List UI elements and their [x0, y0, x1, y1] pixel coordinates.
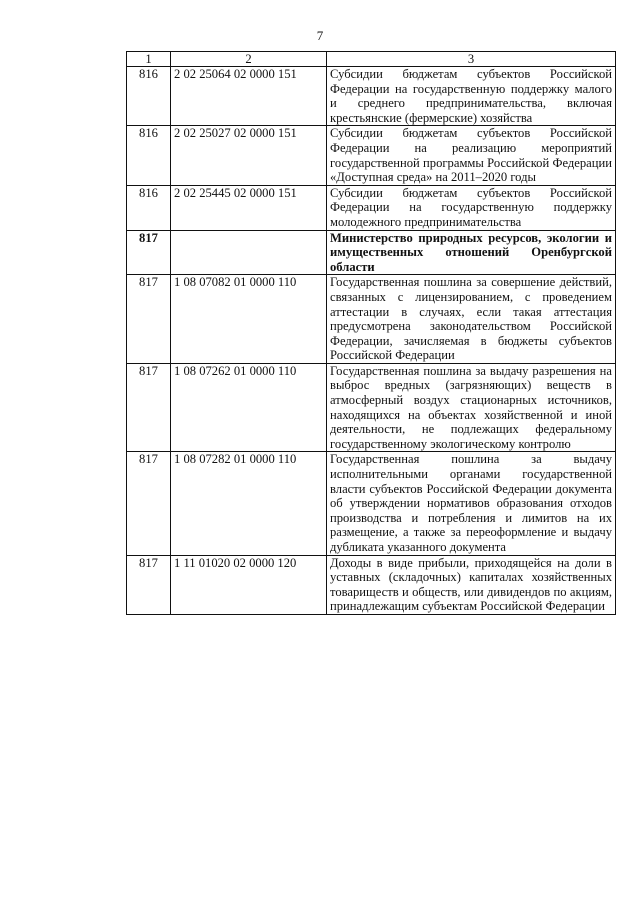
budget-classification-code: 2 02 25027 02 0000 151: [171, 126, 327, 185]
table-body: [127, 67, 616, 615]
administrator-code: 817: [127, 275, 171, 364]
budget-classification-code: 1 08 07082 01 0000 110: [171, 275, 327, 364]
administrator-code: 817: [127, 555, 171, 614]
administrator-name: Министерство природных ресурсов, экологии и имущественных отношений Оренбургской области: [327, 230, 616, 275]
table-row: [127, 67, 616, 126]
revenue-description: Государственная пошлина за совершение действий, связанных с лицензированием, с проведением аттестации в случаях, если такая аттестация предусмотрена законодательством Российской Федерации, зачисляемая в бюджеты субъектов Российской Федерации: [327, 275, 616, 364]
revenue-description: Субсидии бюджетам субъектов Российской Федерации на государственную поддержку молодежного предпринимательства: [327, 185, 616, 230]
budget-classification-code: 1 08 07282 01 0000 110: [171, 452, 327, 555]
revenue-description: Субсидии бюджетам субъектов Российской Федерации на государственную поддержку малого и среднего предпринимательства, включая крестьянские (фермерские) хозяйства: [327, 67, 616, 126]
revenue-description: Государственная пошлина за выдачу исполнительными органами государственной власти субъектов Российской Федерации документа об утверждении нормативов образования отходов производства и потребления и лимитов на их размещение, а также за переоформление и выдачу дубликата указанного документа: [327, 452, 616, 555]
administrator-code: 817: [127, 452, 171, 555]
budget-classification-code: 1 08 07262 01 0000 110: [171, 363, 327, 452]
table-row: [127, 363, 616, 452]
table-row: [127, 185, 616, 230]
table-row: [127, 126, 616, 185]
administrator-code: 816: [127, 67, 171, 126]
revenue-codes-table: [126, 51, 616, 615]
budget-classification-code: 1 11 01020 02 0000 120: [171, 555, 327, 614]
administrator-heading-row: [127, 230, 616, 275]
table-row: [127, 452, 616, 555]
column-header-1: 1: [127, 52, 171, 67]
budget-classification-code: [171, 230, 327, 275]
administrator-code: 816: [127, 185, 171, 230]
revenue-description: Субсидии бюджетам субъектов Российской Федерации на реализацию мероприятий государственной программы Российской Федерации «Доступная среда» на 2011–2020 годы: [327, 126, 616, 185]
budget-classification-code: 2 02 25445 02 0000 151: [171, 185, 327, 230]
administrator-code: 816: [127, 126, 171, 185]
column-header-2: 2: [171, 52, 327, 67]
table-header-row: [127, 52, 616, 67]
administrator-code: 817: [127, 363, 171, 452]
administrator-code: 817: [127, 230, 171, 275]
table-row: [127, 555, 616, 614]
budget-classification-code: 2 02 25064 02 0000 151: [171, 67, 327, 126]
table-row: [127, 275, 616, 364]
revenue-description: Доходы в виде прибыли, приходящейся на доли в уставных (складочных) капиталах хозяйственных товариществ и обществ, или дивидендов по акциям, принадлежащим субъектам Российской Федерации: [327, 555, 616, 614]
column-header-3: 3: [327, 52, 616, 67]
revenue-description: Государственная пошлина за выдачу разрешения на выброс вредных (загрязняющих) веществ в атмосферный воздух стационарных источников, находящихся на объектах хозяйственной и иной деятельности, не подлежащих федеральному государственному экологическому контролю: [327, 363, 616, 452]
page-number: 7: [316, 28, 324, 43]
